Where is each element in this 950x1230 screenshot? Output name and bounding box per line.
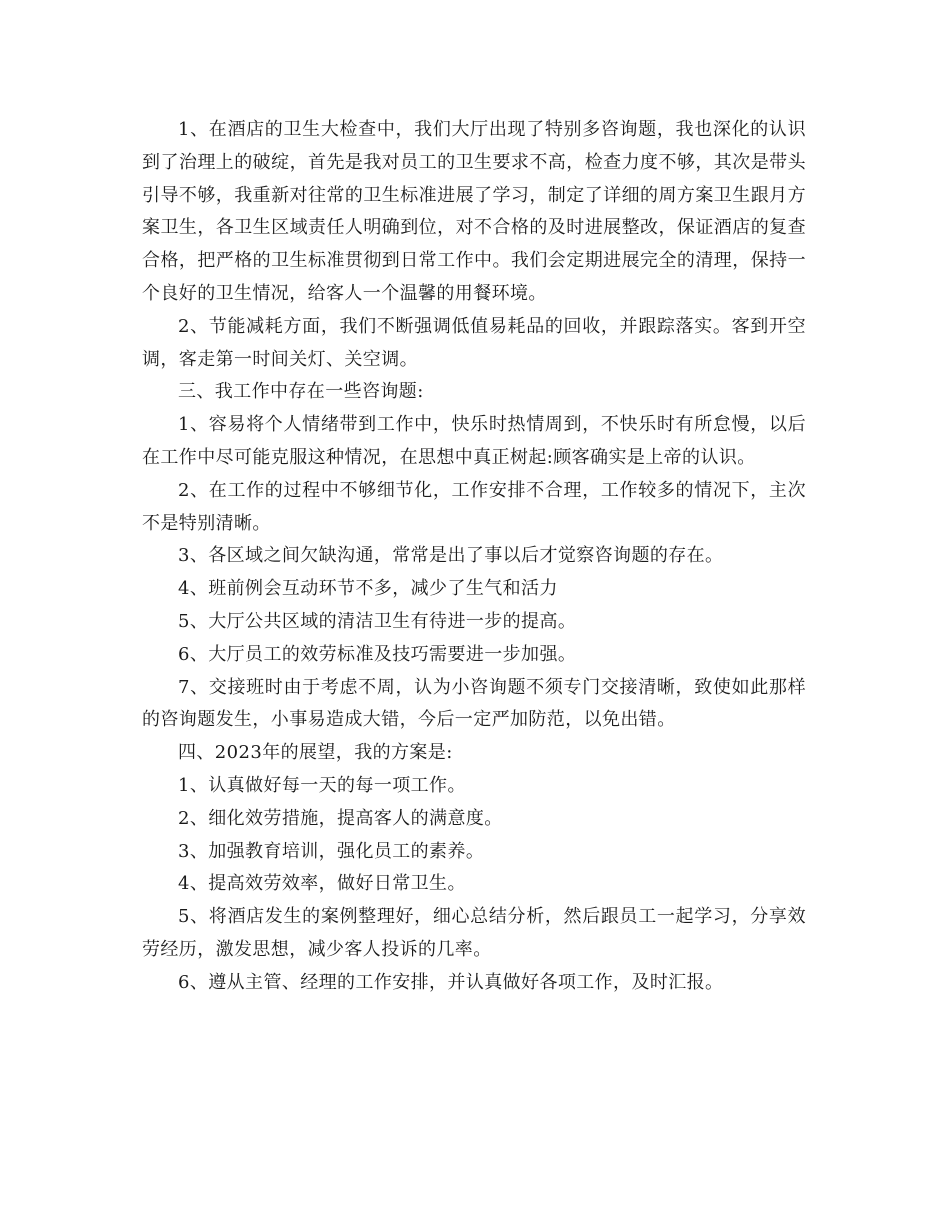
paragraph-energy-saving: 2、节能减耗方面，我们不断强调低值易耗品的回收，并跟踪落实。客到开空调，客走第一时间关灯、关空调。 [142, 315, 806, 370]
paragraph-plan-efficiency: 4、提高效劳效率，做好日常卫生。 [178, 873, 466, 895]
document-body [142, 114, 806, 1000]
paragraph-plan-case-study: 5、将酒店发生的案例整理好，细心总结分析，然后跟员工一起学习，分享效劳经历，激发思想，减少客人投诉的几率。 [142, 906, 806, 960]
paragraph-problem-briefing: 4、班前例会互动环节不多，减少了生气和活力 [178, 578, 558, 600]
paragraph-plan-reporting: 6、遵从主管、经理的工作安排，并认真做好各项工作，及时汇报。 [178, 971, 724, 993]
paragraph-hygiene-inspection: 1、在酒店的卫生大检查中，我们大厅出现了特别多咨询题，我也深化的认识到了治理上的破绽，首先是我对员工的卫生要求不高，检查力度不够，其次是带头引导不够，我重新对往常的卫生标准进展了学习，制定了详细的周方案卫生跟月方案卫生，各卫生区域责任人明确到位，对不合格的及时进展整改，保证酒店的复查合格，把严格的卫生标准贯彻到日常工作中。我们会定期进展完全的清理，保持一个良好的卫生情况，给客人一个温馨的用餐环境。 [142, 119, 806, 304]
paragraph-problem-communication: 3、各区域之间欠缺沟通，常常是出了事以后才觉察咨询题的存在。 [178, 545, 724, 567]
paragraph-problem-details: 2、在工作的过程中不够细节化，工作安排不合理，工作较多的情况下，主次不是特别清晰。 [142, 479, 806, 534]
paragraph-plan-service: 2、细化效劳措施，提高客人的满意度。 [178, 807, 503, 829]
paragraph-plan-daily-work: 1、认真做好每一天的每一项工作。 [178, 774, 466, 796]
paragraph-problem-cleaning: 5、大厅公共区域的清洁卫生有待进一步的提高。 [178, 610, 577, 632]
paragraph-problem-emotions: 1、容易将个人情绪带到工作中，快乐时热情周到，不快乐时有所怠慢，以后在工作中尽可能克服这种情况，在思想中真正树起:顾客确实是上帝的认识。 [142, 414, 806, 468]
paragraph-problem-handover: 7、交接班时由于考虑不周，认为小咨询题不须专门交接清晰，致使如此那样的咨询题发生，小事易造成大错，今后一定严加防范，以免出错。 [142, 676, 806, 731]
paragraph-plan-training: 3、加强教育培训，强化员工的素养。 [178, 840, 485, 862]
section-heading-outlook: 四、2023年的展望，我的方案是: [178, 742, 453, 764]
section-heading-problems: 三、我工作中存在一些咨询题: [178, 381, 424, 403]
paragraph-problem-service: 6、大厅员工的效劳标准及技巧需要进一步加强。 [178, 643, 577, 665]
